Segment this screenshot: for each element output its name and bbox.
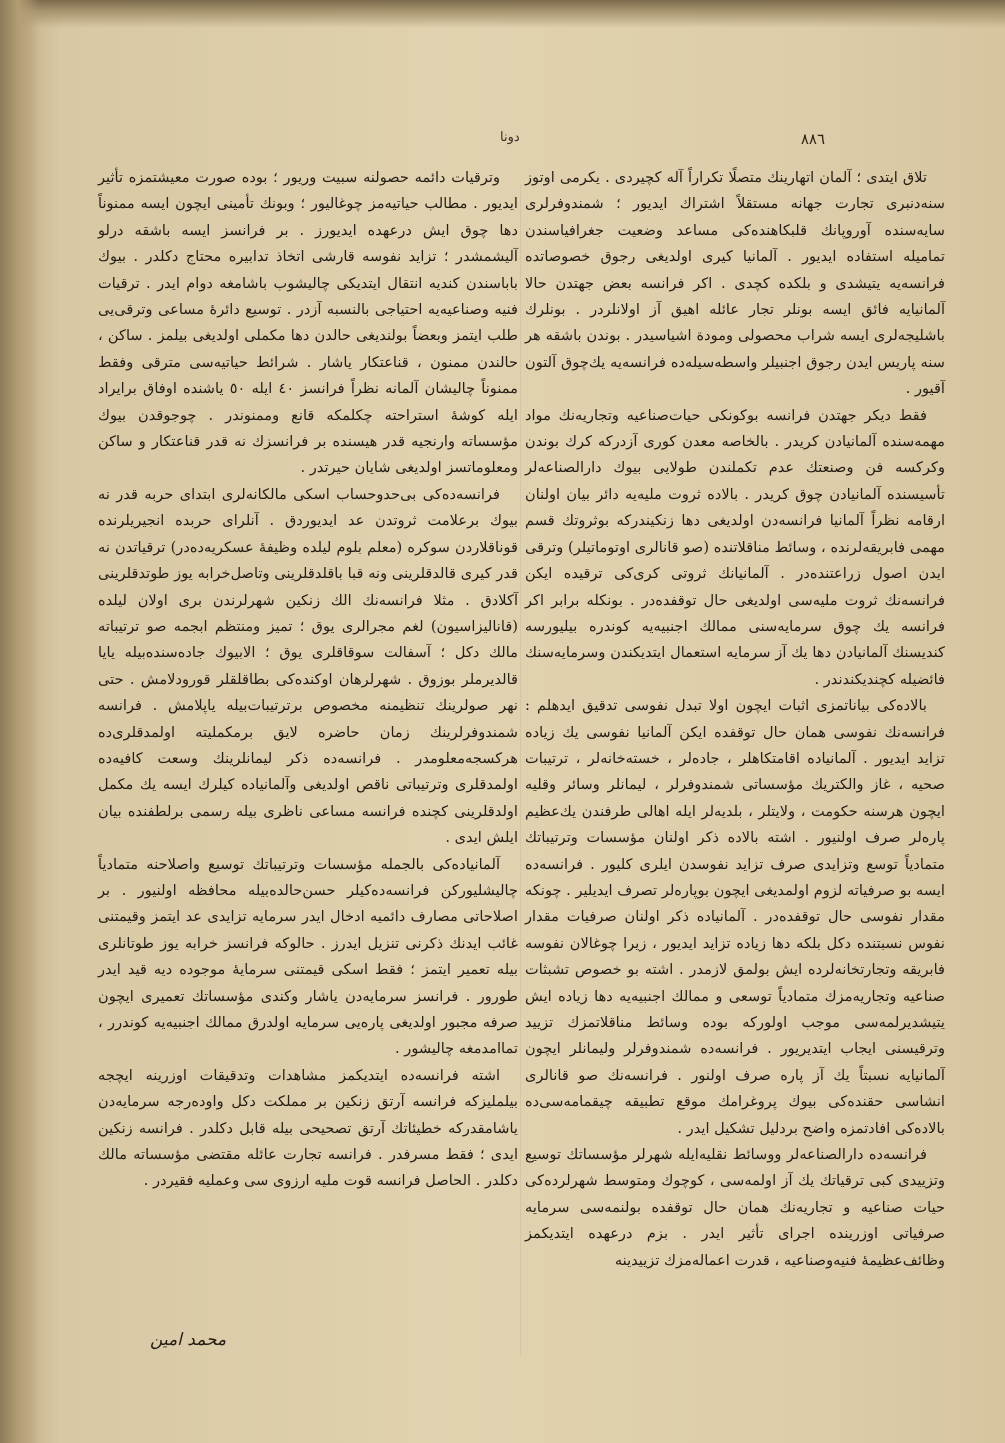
author-signature: محمد امین xyxy=(150,1330,227,1350)
page-binding-edge xyxy=(0,0,40,1443)
page-top-shadow xyxy=(0,0,1005,28)
column-divider xyxy=(520,185,521,1355)
left-column xyxy=(98,165,518,1195)
running-head: دونا xyxy=(500,130,520,145)
paragraph: بالاده‌کی بیاناتمزی اثبات ایچون اولا تبدل نفوسی تدقیق ایدهلم : فرانسه‌نك نفوسی همان حال توقفده ایکن آلمانیا نفوسی یك زیاده تزاید ایدیور . آلمانیاده اقامتکاهلر ، جاده‌لر ، خسته‌خانه‌لر ، ترتیبات صحیه ، غاز والکتریك مؤسساتی شمندوفرلر ، لیمانلر وسائر وقلیه ایچون هرسنه حکومت ، ولایتلر ، بلدیه‌لر ایله اهالی طرفندن یك‌عظیم پاره‌لر صرف اولنیور . اشته بالاده ذکر اولنان مؤسسات وترتیباتك متمادیاً توسع وتزایدی صرف تزاید نفوسدن ایلری کلیور . فرانسه‌ده ایسه بو صرفیاته لزوم اولمدیغی ایچون بوپاره‌لر تصرف ایدیلیر . چونکه مقدار نفوسی حال توقفده‌در . آلمانیاده ذکر اولنان صرفیات مقدار نفوس نسبتنده دکل بلکه دها زیاده تزاید ایدیور ، زیرا چوغالان نفوسه فابریقه وتجارتخانه‌لرده ایش بولمق لازمدر . اشته بو خصوص تشبثات صناعیه وتجاریه‌مزك متمادیاً توسعی و ممالك اجنبیه‌یه دها زیاده ایش یتیشدیرلمه‌سی موجب اولورکه بوده وسائط مناقلاتمزك تزیید وترقیسنی ایجاب ایتدیریور . فرانسه‌ده شمندوفرلر ولیمانلر ایچون آلمانیایه نسبتاً یك آز پاره صرف اولنور . فرانسه‌نك صو قانالری انشاسی حقنده‌کی بیوك پروغرامك موقع تطبیقه چیقمامه‌سی‌ده بالاده‌کی افادتمزه واضح بردلیل تشکیل ایدر . xyxy=(525,697,945,1137)
right-column xyxy=(525,165,945,1274)
page-header xyxy=(60,130,945,160)
paragraph: فرانسه‌ده دارالصناعه‌لر ووسائط نقلیه‌ایله شهرلر مؤسساتك توسیع وتزییدی کبی ترقیاتك یك آز اولمه‌سی ، کوچوك ومتوسط شهرلرده‌کی حیات صناعیه و تجاریه‌نك همان حال توقفده بولنمه‌سی سرمایه صرفیاتی اوزرینده اجرای تأثیر ایدر . بزم درعهده ایتدیکمز وظائف‌عظیمهٔ فنیه‌وصناعیه ، قدرت اعماله‌مزك تزییدینه xyxy=(525,1146,945,1269)
paragraph: وترقیات دائمه حصولنه سبیت وریور ؛ بوده صورت معیشتمزه تأثیر ایدیور . مطالب حیاتیه‌مز چوغالیور ؛ وبونك تأمینی ایچون ایسه ممنوناً دها چوق ایش درعهده ایدیورز . بر فرانسز ایسه باشقه درلو آلیشمشدر ؛ تزاید نفوسه قارشی اتخاذ تدابیره محتاج دکلدر . بیوك باباسندن کندیه انتقال ایتدیکی چالیشوب باشامغه دوام ایدر . ترقیات فنیه وصناعیه‌یه احتیاجی بالنسبه آزدر . توسیع دائرهٔ مساعی وترقی‌یی طلب ایتمز وبعضاً بولندیغی حالدن دها مکملی اولدیغی بیلمز . ساکن ، حالندن ممنون ، قناعتکار یاشار . شرائط حیاتیه‌سی مترقی وفقط ممنوناً چالیشان آلمانه نظراً فرانسز ٤٠ ایله ٥٠ یاشنده اوفاق برایراد ایله کوشهٔ استراحته چکلمکه قانع وممنوندر . چوجوقدن بیوك مؤسساته وارنجیه قدر هیسنده بر فرانسزك نه قدر قناعتکار و ساکن ومعلوماتسز اولدیغی شایان حیرتدر . xyxy=(98,169,519,477)
paragraph: تلاق ایتدی ؛ آلمان اتهارینك متصلًا تکراراً آله کچیردی . یکرمی اوتوز سنه‌دنبری تجارت جهانه مستقلاً اشتراك ایدیور ؛ شمندوفرلری سایه‌سنده آوروپانك قلبکاهنده‌کی مساعد وضعیت جغرافیاسندن تماميله استفاده ایدیور . آلمانیا کیری اولدیغی رجوق خصوصاتده فرانسه‌یه یتیشدی و بلکده کچدی . اکر فرانسه بعض جهتدن حالا آلمانیایه فائق ایسه بونلر تجار عائله اهیق آز اولانلردر . بونلرك باشلیجه‌لری ایسه شراب محصولی ومودة اشیاسیدر . بوندن باشقه هر سنه پاریس ایدن رجوق اجنبیلر واسطه‌سیله‌ده فرانسه‌یه یك‌چوق آلتون آقیور . xyxy=(525,169,945,398)
paragraph: فقط دیکر جهتدن فرانسه بوکونکی حیات‌صناعیه وتجاریه‌نك مواد مهمه‌سنده آلمانیادن کریدر . بالخاصه معدن کوری آزدرکه کرك بوندن وکرکسه فن وصنعتك عدم تکملندن طولایی بیوك دارالصناعه‌لر تأسیسنده آلمانیادن چوق کریدر . بالاده ثروت ملیه‌یه دائر بیان اولنان ارقامه نظراً آلمانیا فرانسه‌دن اولدیغی دها زنکیندرکه بوثروتك قسم مهمی فابریقه‌لرنده ، وسائط مناقلاتنده (صو قانالری اوتوماتیلر) وترقی ایدن اصول زراعتنده‌در . آلمانیانك ثروتی کری‌کی ترقیده ایکن فرانسه‌نك ثروت ملیه‌سی اولدیغی حال توقفده‌در . بونکله برابر اکر فرانسه یك چوق سرمایه‌سنی ممالك اجنبیه‌یه کوندره بیلیورسه کندیسنك آلمانیادن دها یك آز سرمایه استعمال ایتدیکندن وسرمایه‌سنك فائضیله کچندیکندندر . xyxy=(525,406,945,688)
paragraph: اشته فرانسه‌ده ایتدیکمز مشاهدات وتدقیقات اوزرینه ایچجه بیلملیزکه فرانسه آرتق زنکین بر مملکت دکل واوده‌رجه سرمایه‌دن یاشامقدرکه خطیئاتك آرتق تصحیحی بیله قابل دکلدر . فرانسه زنکین ایدی ؛ فقط مسرفدر . فرانسه تجارت عائله مقتضی مؤسساته مالك دکلدر . الحاصل فرانسه قوت ملیه ارزوی سی وعملیه فقیردر . xyxy=(98,1066,518,1190)
paragraph: فرانسه‌ده‌کی بی‌حدوحساب اسکی مالکانه‌لری ابتدای حربه قدر نه بیوك برعلامت ثروتدن عد ایدیوردق . آنلرای حربده انجیریلرنده قوناقلاردن سوکره (معلم بلوم لیلده وظیفهٔ عسکریه‌ده‌در) ترقیاتدن نه قدر کیری قالدقلرینی ونه قبا باقلدقلرینی وتاصل‌خرابه یوز طوتدقلرینی آکلادق . مثلا فرانسه‌نك الك زنکین شهرلرندن بری اولان لیلده (قانالیزاسیون) لغم مجرالری یوق ؛ تمیز ومنتظم ابجمه صو ترتیباته مالك دکل ؛ آسفالت سوقاقلری یوق ؛ الابیوك جاده‌سنده‌بیله یایا قالدیرملر بوزوق . شهرلرهان اوکنده‌کی بطاقلقلر قورودلامش . حتی نهر صولرینك تنظیمنه مخصوص برترتیبات‌بیله یاپلامش . فرانسه شمندوفرلرینك زمان حاضره لایق برمکملیته اولمدقلری‌ده هرکسجه‌معلومدر . فرانسه‌ده ذکر لیمانلرینك وسعت کافیه‌ده اولمدقلری وترتیباتی ناقص اولدیغی وآلمانیاده کیلرك ایسه یك مکمل اولدقلرینی کچنده فرانسه مساعی ناظری بیله رسمی برلطفنده بیان ایلش ایدی . xyxy=(98,485,518,847)
paragraph: آلمانیاده‌کی بالجمله مؤسسات وترتیباتك توسیع واصلاحنه متمادیاً چالیشلیورکن فرانسه‌ده‌کیلر حسن‌حالده‌بیله محافظه اولنیور . بر اصلاحاتی مصارف دائمیه ادخال ایدر سرمایه تزایدی عد ایتمز وقیمتنی غائب ایدنك ذکرنی تنزیل ایدرز . حالوکه فرانسز خرابه یوز طوتانلری بیله تعمیر ایتمز ؛ فقط اسکی قیمتنی سرمایهٔ موجوده دیه قید ایدر طورور . فرانسز سرمایه‌دن یاشار وکندی مؤسساتك تعمیری ایچون صرفه مجبور اولدیغی پاره‌یی سرمایه اولدرق ممالك اجنبیه‌یه کوندرر ، تماامدمغه چالیشور . xyxy=(98,855,518,1058)
page-number: ٨٨٦ xyxy=(800,130,825,148)
